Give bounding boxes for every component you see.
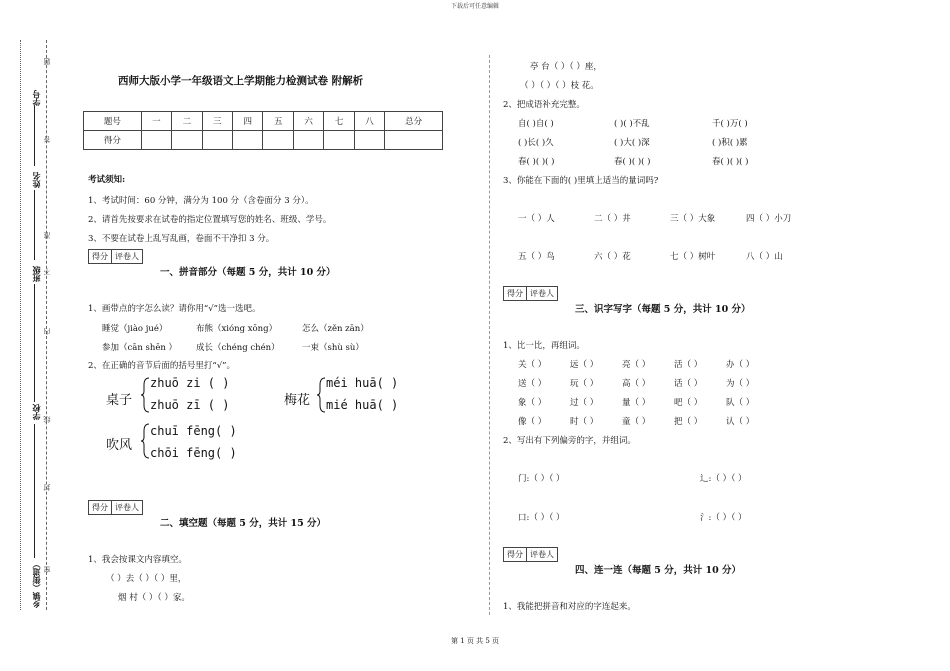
table-header: 七 <box>324 112 354 131</box>
grader-score-label: 得分 <box>507 550 523 559</box>
page-footer: 第 1 页 共 5 页 <box>450 637 500 645</box>
fill-line <box>34 190 35 260</box>
fill-line <box>34 284 35 402</box>
word-meihua: 梅花 <box>284 393 311 408</box>
top-note: 下载后可任意编辑 <box>450 3 499 10</box>
pinyin-option[interactable]: zhuō zi ( ) <box>150 376 230 390</box>
label-name: 姓名 <box>31 172 41 188</box>
score-cell[interactable] <box>293 131 323 150</box>
score-cell[interactable] <box>263 131 293 150</box>
grader-label: 评卷人 <box>111 250 142 263</box>
brace-icon <box>140 377 150 413</box>
brace-icon <box>140 423 150 459</box>
idiom-blank[interactable]: ( )长( )久 <box>518 138 554 148</box>
score-cell[interactable] <box>202 131 232 150</box>
compare-blank[interactable]: 认（ ） <box>726 417 755 427</box>
word-zhuozi: 桌子 <box>106 393 133 408</box>
question: 1、画带点的字怎么读？请你用“√”选一选吧。 <box>88 304 261 314</box>
table-header: 题号 <box>84 112 142 131</box>
grader-box <box>503 286 558 301</box>
table-row <box>84 131 443 150</box>
compare-blank[interactable]: 时（ ） <box>570 417 599 427</box>
question: 2、在正确的音节后面的括号里打“√”。 <box>88 361 236 371</box>
table-header: 五 <box>263 112 293 131</box>
fill-line <box>34 106 35 166</box>
fill-line-text[interactable]: 烟 村（ ）（ ）家。 <box>118 593 190 603</box>
compare-blank[interactable]: 量（ ） <box>622 398 651 408</box>
score-cell[interactable] <box>354 131 384 150</box>
cut-mark: 线 <box>43 416 51 423</box>
measure-blank[interactable]: 七（ ）树叶 <box>670 252 716 262</box>
score-cell[interactable] <box>233 131 263 150</box>
cut-mark: 题 <box>43 58 51 65</box>
grader-label: 评卷人 <box>111 501 142 514</box>
idiom-blank[interactable]: 春( )( )( ) <box>614 157 651 167</box>
cut-line <box>46 40 47 610</box>
table-row <box>84 112 443 131</box>
cut-mark: 不 <box>43 268 51 275</box>
label-school: 学校 <box>31 404 41 420</box>
fill-line-text[interactable]: （ ）（ ）（ ）枝 花。 <box>520 81 599 91</box>
score-label: 得分 <box>84 131 142 150</box>
grader-score-label: 得分 <box>92 503 108 512</box>
grader-score-label: 得分 <box>92 252 108 261</box>
compare-blank[interactable]: 像（ ） <box>518 417 547 427</box>
fill-line-text[interactable]: 亭 台（ ）（ ）座， <box>530 62 602 72</box>
section-2-title: 二、填空题（每题 5 分，共计 15 分） <box>160 518 327 529</box>
compare-blank[interactable]: 把（ ） <box>674 417 703 427</box>
label-class: 班级 <box>31 266 41 282</box>
compare-blank[interactable]: 话（ ） <box>674 379 703 389</box>
table-header: 四 <box>233 112 263 131</box>
idiom-blank[interactable]: ( )( )不乱 <box>614 119 650 129</box>
compare-blank[interactable]: 送（ ） <box>518 379 547 389</box>
compare-blank[interactable]: 远（ ） <box>570 360 599 370</box>
table-header: 二 <box>172 112 202 131</box>
table-header: 六 <box>293 112 323 131</box>
idiom-blank[interactable]: 春( )( )( ) <box>712 157 749 167</box>
option[interactable]: 布熊（xióng xōng） <box>196 324 278 334</box>
measure-blank[interactable]: 五（ ）鸟 <box>518 252 555 262</box>
cut-mark: 准 <box>43 232 51 239</box>
compare-blank[interactable]: 吧（ ） <box>674 398 703 408</box>
cut-mark: 内 <box>43 328 51 335</box>
compare-blank[interactable]: 亮（ ） <box>622 360 651 370</box>
score-cell[interactable] <box>324 131 354 150</box>
pinyin-option[interactable]: mié huā( ) <box>326 398 399 412</box>
column-divider <box>489 55 490 615</box>
cut-mark: 封 <box>43 484 51 491</box>
radical-blank[interactable]: 辶:（ ）（ ） <box>700 474 747 484</box>
compare-blank[interactable]: 关（ ） <box>518 360 547 370</box>
label-township: 乡镇（街道） <box>31 560 41 608</box>
cut-mark: 密 <box>43 566 51 573</box>
measure-blank[interactable]: 二（ ）井 <box>594 214 631 224</box>
pinyin-option[interactable]: méi huā( ) <box>326 376 399 390</box>
pinyin-option[interactable]: chuī fēng( ) <box>150 424 237 438</box>
compare-blank[interactable]: 过（ ） <box>570 398 599 408</box>
question: 3、你能在下面的( )里填上适当的量词吗? <box>503 176 659 186</box>
section-3-title: 三、识字写字（每题 5 分，共计 10 分） <box>575 304 751 315</box>
grader-box <box>503 547 558 562</box>
question: 1、我能把拼音和对应的字连起来。 <box>503 602 636 612</box>
compare-blank[interactable]: 队（ ） <box>726 398 755 408</box>
question: 2、把成语补充完整。 <box>503 100 585 110</box>
table-header: 八 <box>354 112 384 131</box>
notice-item: 1、考试时间：60 分钟，满分为 100 分（含卷面分 3 分）。 <box>88 196 314 206</box>
measure-blank[interactable]: 一（ ）人 <box>518 214 555 224</box>
radical-blank[interactable]: 口:（ ）（ ） <box>518 513 565 523</box>
section-1-title: 一、拼音部分（每题 5 分，共计 10 分） <box>160 267 336 278</box>
exam-title: 西师大版小学一年级语文上学期能力检测试卷 附解析 <box>118 75 364 87</box>
question: 1、比一比，再组词。 <box>503 341 585 351</box>
dotted-line <box>20 40 21 610</box>
score-cell[interactable] <box>141 131 171 150</box>
table-header: 总分 <box>385 112 443 131</box>
table-header: 三 <box>202 112 232 131</box>
idiom-blank[interactable]: 自( )自( ) <box>518 119 554 129</box>
idiom-blank[interactable]: ( )大( )深 <box>614 138 650 148</box>
compare-blank[interactable]: 为（ ） <box>726 379 755 389</box>
section-4-title: 四、连一连（每题 5 分，共计 10 分） <box>575 565 742 576</box>
word-chuifeng: 吹风 <box>106 438 133 453</box>
pinyin-option[interactable]: zhuō zī ( ) <box>150 398 230 412</box>
compare-blank[interactable]: 高（ ） <box>622 379 651 389</box>
fill-line-text[interactable]: （ ）去（ ）（ ）里， <box>106 574 187 584</box>
compare-blank[interactable]: 办（ ） <box>726 360 755 370</box>
compare-blank[interactable]: 玩（ ） <box>570 379 599 389</box>
score-table <box>83 111 443 150</box>
table-header: 一 <box>141 112 171 131</box>
option[interactable]: 一束（shù sù） <box>302 343 364 353</box>
measure-blank[interactable]: 八（ ）山 <box>746 252 783 262</box>
compare-blank[interactable]: 活（ ） <box>674 360 703 370</box>
grader-box <box>88 500 143 515</box>
grader-label: 评卷人 <box>526 287 557 300</box>
score-cell[interactable] <box>385 131 443 150</box>
question: 2、写出有下列偏旁的字，并组词。 <box>503 436 636 446</box>
measure-blank[interactable]: 三（ ）大象 <box>670 214 716 224</box>
radical-blank[interactable]: 氵:（ ）（ ） <box>700 513 747 523</box>
notice-item: 2、请首先按要求在试卷的指定位置填写您的姓名、班级、学号。 <box>88 215 332 225</box>
option[interactable]: 成长（chéng chén） <box>196 343 280 353</box>
pinyin-option[interactable]: chōi fēng( ) <box>150 446 237 460</box>
idiom-blank[interactable]: 千( )万( ) <box>712 119 748 129</box>
cut-mark: 答 <box>43 136 51 143</box>
grader-label: 评卷人 <box>526 548 557 561</box>
measure-blank[interactable]: 六（ ）花 <box>594 252 631 262</box>
radical-blank[interactable]: 门:（ ）（ ） <box>518 474 565 484</box>
score-cell[interactable] <box>172 131 202 150</box>
grader-box <box>88 249 143 264</box>
question: 1、我会按课文内容填空。 <box>88 555 187 565</box>
option[interactable]: 参加（cān shēn ） <box>102 343 178 353</box>
fill-line <box>34 424 35 558</box>
idiom-blank[interactable]: 春( )( )( ) <box>518 157 555 167</box>
label-student-id: 学号 <box>31 90 41 106</box>
option[interactable]: 怎么（zěn zān） <box>302 324 369 334</box>
notice-item: 3、不要在试卷上乱写乱画，卷面不干净扣 3 分。 <box>88 234 275 244</box>
compare-blank[interactable]: 象（ ） <box>518 398 547 408</box>
brace-icon <box>316 377 326 413</box>
notice-heading: 考试须知: <box>88 175 126 185</box>
compare-blank[interactable]: 童（ ） <box>622 417 651 427</box>
idiom-blank[interactable]: ( )积( )累 <box>712 138 748 148</box>
measure-blank[interactable]: 四（ ）小刀 <box>746 214 792 224</box>
grader-score-label: 得分 <box>507 289 523 298</box>
option[interactable]: 睡觉（jiào jué） <box>102 324 168 334</box>
